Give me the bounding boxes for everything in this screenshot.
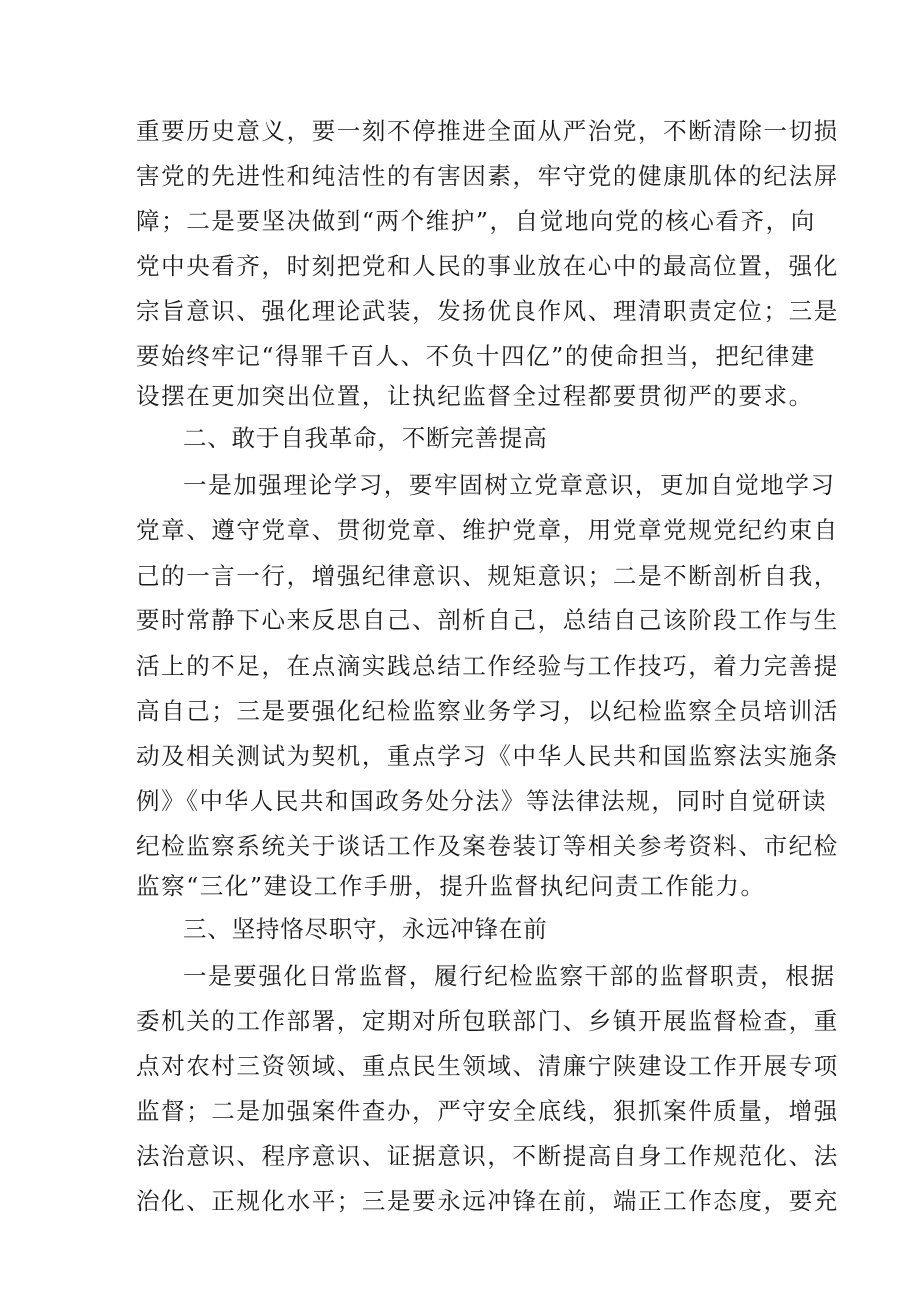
paragraph-1-line-6: 要始终牢记“得罪千百人、不负十四亿”的使命担当，把纪律建 (136, 342, 816, 370)
paragraph-2-line-5: 活上的不足，在点滴实践总结工作经验与工作技巧，着力完善提 (136, 652, 839, 680)
paragraph-2-line-7: 动及相关测试为契机，重点学习《中华人民共和国监察法实施条 (136, 742, 839, 770)
paragraph-3-line-2: 委机关的工作部署，定期对所包联部门、乡镇开展监督检查，重 (136, 1007, 839, 1035)
paragraph-1-line-2: 害党的先进性和纯洁性的有害因素，牢守党的健康肌体的纪法屏 (136, 162, 839, 190)
paragraph-3-line-3: 点对农村三资领域、重点民生领域、清廉宁陕建设工作开展专项 (136, 1052, 839, 1080)
paragraph-3-line-6: 治化、正规化水平；三是要永远冲锋在前，端正工作态度，要充 (136, 1187, 839, 1215)
paragraph-3-line-1: 一是要强化日常监督，履行纪检监察干部的监督职责，根据 (183, 962, 836, 990)
section-heading-2: 二、敢于自我革命，不断完善提高 (183, 424, 548, 452)
paragraph-3-line-5: 法治意识、程序意识、证据意识，不断提高自身工作规范化、法 (136, 1142, 839, 1170)
section-heading-3: 三、坚持恪尽职守，永远冲锋在前 (183, 915, 548, 943)
paragraph-1-line-4: 党中央看齐，时刻把党和人民的事业放在心中的最高位置，强化 (136, 252, 839, 280)
paragraph-2-line-4: 要时常静下心来反思自己、剖析自己，总结自己该阶段工作与生 (136, 606, 839, 634)
paragraph-1-line-7: 设摆在更加突出位置，让执纪监督全过程都要贯彻严的要求。 (136, 382, 814, 410)
paragraph-1-line-3: 障；二是要坚决做到“两个维护”，自觉地向党的核心看齐，向 (136, 207, 816, 235)
paragraph-2-line-1: 一是加强理论学习，要牢固树立党章意识，更加自觉地学习 (183, 471, 836, 499)
paragraph-3-line-4: 监督；二是加强案件查办，严守安全底线，狠抓案件质量，增强 (136, 1097, 839, 1125)
paragraph-2-line-10: 监察“三化”建设工作手册，提升监督执纪问责工作能力。 (136, 872, 766, 900)
paragraph-2-line-3: 己的一言一行，增强纪律意识、规矩意识；二是不断剖析自我， (136, 562, 839, 590)
paragraph-2-line-2: 党章、遵守党章、贯彻党章、维护党章，用党章党规党纪约束自 (136, 516, 839, 544)
paragraph-1-line-5: 宗旨意识、强化理论武装，发扬优良作风、理清职责定位；三是 (136, 297, 839, 325)
paragraph-1-line-1: 重要历史意义，要一刻不停推进全面从严治党，不断清除一切损 (136, 117, 839, 145)
paragraph-2-line-9: 纪检监察系统关于谈话工作及案卷装订等相关参考资料、市纪检 (136, 832, 839, 860)
paragraph-2-line-6: 高自己；三是要强化纪检监察业务学习，以纪检监察全员培训活 (136, 697, 839, 725)
paragraph-2-line-8: 例》《中华人民共和国政务处分法》等法律法规，同时自觉研读 (136, 787, 828, 815)
